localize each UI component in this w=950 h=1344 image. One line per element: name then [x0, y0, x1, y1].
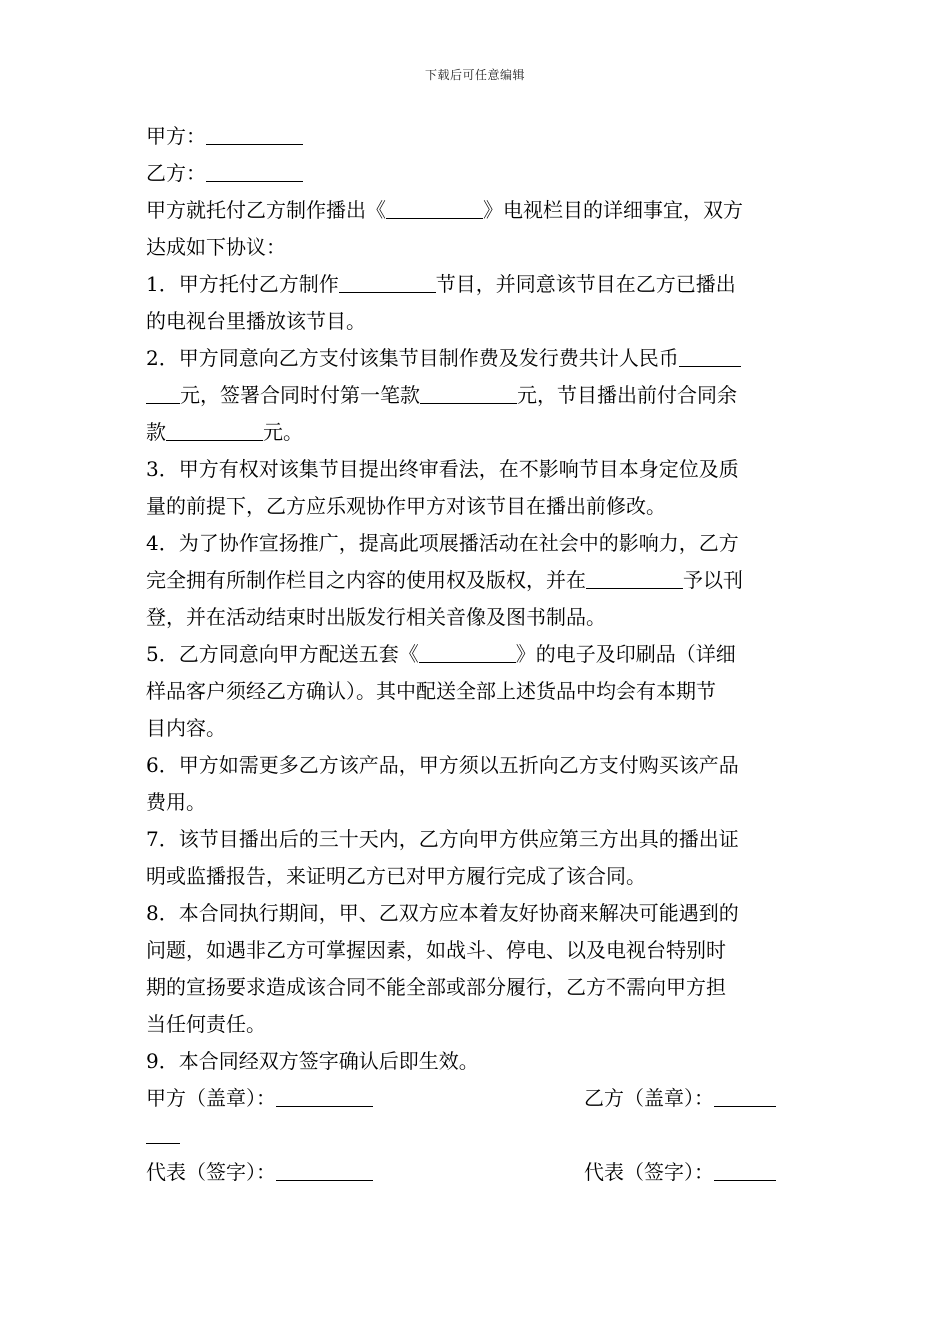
- clause-text: 5．乙方同意向甲方配送五套《: [146, 642, 419, 666]
- clause-2-line-3: [146, 414, 806, 451]
- clause-4-line-3: 登，并在活动结束时出版发行相关音像及图书制品。: [146, 605, 606, 629]
- party-a-rep-label: 代表（签字）：: [146, 1160, 276, 1184]
- clause-text: 节目，并同意该节目在乙方已播出: [435, 272, 736, 296]
- party-a-label: 甲方：: [146, 124, 206, 148]
- balance-blank: [166, 420, 263, 441]
- seal-row-wrap: [146, 1117, 806, 1154]
- clause-3-line-1: 3．甲方有权对该集节目提出终审看法，在不影响节目本身定位及质: [146, 457, 739, 481]
- clause-8-line-2: 问题，如遇非乙方可掌握因素，如战斗、停电、以及电视台特别时: [146, 938, 726, 962]
- party-b-seal: [584, 1080, 776, 1117]
- clause-text: 予以刊: [683, 568, 743, 592]
- publication-blank: [586, 568, 683, 589]
- representative-row: [146, 1154, 806, 1191]
- contract-body: [146, 118, 806, 1191]
- clause-1-line-1: [146, 266, 806, 303]
- clause-6-line-2: 费用。: [146, 790, 206, 814]
- intro-text: 甲方就托付乙方制作播出《: [146, 198, 386, 222]
- clause-text: 元。: [263, 420, 303, 444]
- first-payment-blank: [420, 383, 517, 404]
- clause-6-line-1: 6．甲方如需更多乙方该产品，甲方须以五折向乙方支付购买该产品: [146, 753, 739, 777]
- total-fee-blank-cont: [146, 383, 180, 404]
- clause-2-line-1: [146, 340, 806, 377]
- clause-text: 元，节目播出前付合同余: [517, 383, 737, 407]
- program-blank: [339, 272, 436, 293]
- clause-7-line-2: 明或监播报告，来证明乙方已对甲方履行完成了该合同。: [146, 864, 646, 888]
- party-a-blank: [206, 124, 303, 145]
- clause-text: 元，签署合同时付第一笔款: [180, 383, 420, 407]
- party-b-label: 乙方：: [146, 161, 206, 185]
- clause-text: 2．甲方同意向乙方支付该集节目制作费及发行费共计人民币: [146, 346, 679, 370]
- clause-7-line-1: 7．该节目播出后的三十天内，乙方向甲方供应第三方出具的播出证: [146, 827, 739, 851]
- seal-row: [146, 1080, 806, 1117]
- intro-text: 》电视栏目的详细事宜，双方: [483, 198, 743, 222]
- clause-5-line-3: 目内容。: [146, 716, 226, 740]
- clause-text: 》的电子及印刷品（详细: [515, 642, 736, 666]
- party-a-seal: [146, 1080, 373, 1117]
- party-a-seal-blank: [276, 1086, 373, 1107]
- party-a-rep: [146, 1154, 373, 1191]
- party-b-rep: [584, 1154, 776, 1191]
- party-b-blank: [206, 161, 303, 182]
- party-a-seal-label: 甲方（盖章）：: [146, 1086, 276, 1110]
- party-b-rep-blank: [714, 1160, 776, 1181]
- clause-4-line-2: [146, 562, 806, 599]
- clause-9-line-1: 9．本合同经双方签字确认后即生效。: [146, 1049, 479, 1073]
- clause-text: 1．甲方托付乙方制作: [146, 272, 339, 296]
- clause-3-line-2: 量的前提下，乙方应乐观协作甲方对该节目在播出前修改。: [146, 494, 666, 518]
- party-a-line: [146, 118, 806, 155]
- party-b-seal-blank-cont: [146, 1123, 180, 1144]
- clause-text: 款: [146, 420, 166, 444]
- program-name-blank: [386, 198, 483, 219]
- party-b-seal-blank: [714, 1086, 776, 1107]
- clause-2-line-2: [146, 377, 806, 414]
- clause-8-line-3: 期的宣扬要求造成该合同不能全部或部分履行，乙方不需向甲方担: [146, 975, 726, 999]
- product-name-blank: [419, 642, 516, 663]
- party-a-rep-blank: [276, 1160, 373, 1181]
- party-b-seal-label: 乙方（盖章）：: [584, 1086, 714, 1110]
- clause-8-line-4: 当任何责任。: [146, 1012, 266, 1036]
- clause-5-line-2: 样品客户须经乙方确认）。其中配送全部上述货品中均会有本期节: [146, 679, 716, 703]
- intro-line-2: 达成如下协议：: [146, 235, 286, 259]
- clause-text: 完全拥有所制作栏目之内容的使用权及版权，并在: [146, 568, 586, 592]
- intro-line-1: [146, 192, 806, 229]
- party-b-rep-label: 代表（签字）：: [584, 1160, 714, 1184]
- clause-4-line-1: 4．为了协作宣扬推广，提高此项展播活动在社会中的影响力，乙方: [146, 531, 739, 555]
- party-b-line: [146, 155, 806, 192]
- header-note: 下载后可任意编辑: [424, 68, 525, 82]
- total-fee-blank: [679, 346, 741, 367]
- clause-1-line-2: 的电视台里播放该节目。: [146, 309, 366, 333]
- clause-8-line-1: 8．本合同执行期间，甲、乙双方应本着友好协商来解决可能遇到的: [146, 901, 739, 925]
- clause-5-line-1: [146, 636, 806, 673]
